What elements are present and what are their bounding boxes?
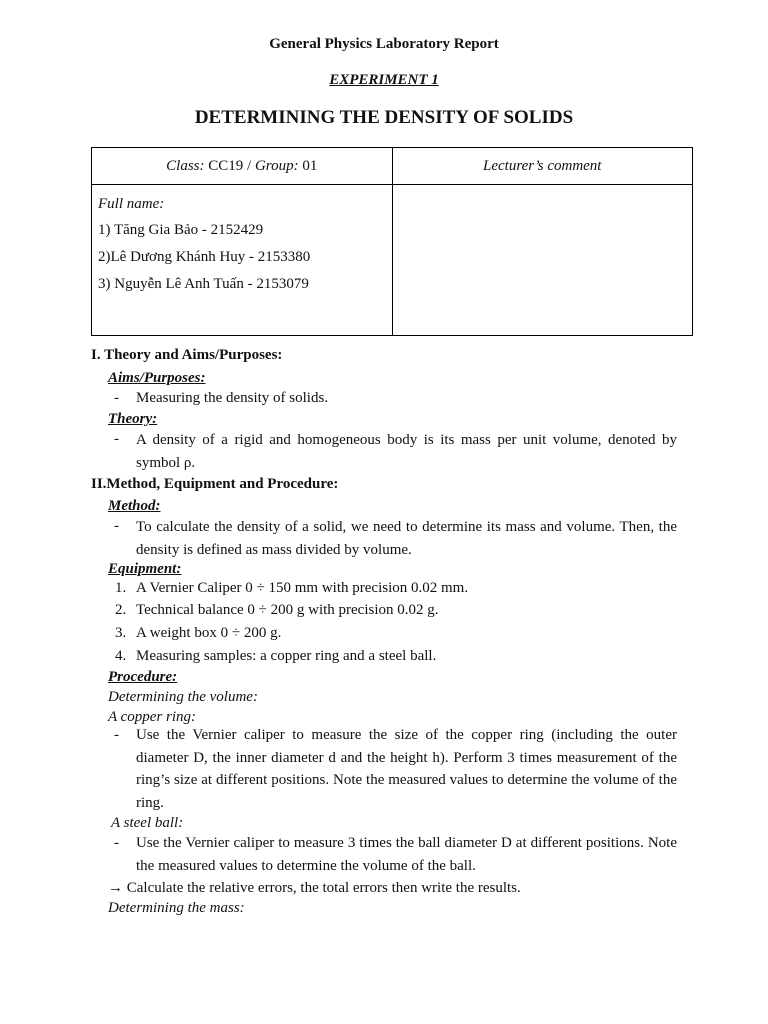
experiment-title: EXPERIMENT 1 xyxy=(329,72,439,88)
bullet-dash: - xyxy=(114,727,119,743)
aims-item: Measuring the density of solids. xyxy=(136,390,329,406)
equipment-item: Technical balance 0 ÷ 200 g with precision 0.02 g. xyxy=(136,602,439,618)
theory-item: A density of a rigid and homogeneous body is its mass per unit volume, denoted by symbol ρ. xyxy=(136,432,677,471)
report-title: General Physics Laboratory Report xyxy=(269,36,499,52)
arrow-note: → Calculate the relative errors, the total errors then write the results. xyxy=(108,880,521,896)
lecturer-comment-header: Lecturer’s comment xyxy=(392,148,693,185)
group-label: Group: xyxy=(254,157,299,174)
volume-label: Determining the volume: xyxy=(108,689,258,705)
info-table xyxy=(91,147,693,336)
member-1: 1) Tăng Gia Bảo - 2152429 xyxy=(98,222,264,238)
equipment-num: 3. xyxy=(115,625,127,641)
equipment-num: 1. xyxy=(115,580,127,596)
procedure-label: Procedure: xyxy=(108,669,178,685)
equipment-item: A weight box 0 ÷ 200 g. xyxy=(136,625,282,641)
steel-ball-item: Use the Vernier caliper to measure 3 times the ball diameter D at different positions. Note the measured values to determine the volume of the ball. xyxy=(136,835,677,874)
bullet-dash: - xyxy=(114,835,119,851)
copper-ring-item: Use the Vernier caliper to measure the size of the copper ring (including the outer diameter D, the inner diameter d and the height h). Perform 3 times measurement of the ring’s size at different positions. Note the measured values to determine the volume of the ring. xyxy=(136,727,677,811)
section-1-heading: I. Theory and Aims/Purposes: xyxy=(91,347,283,363)
aims-label: Aims/Purposes: xyxy=(108,370,206,386)
method-label: Method: xyxy=(108,498,161,514)
section-2-heading: II.Method, Equipment and Procedure: xyxy=(91,476,339,492)
method-item: To calculate the density of a solid, we need to determine its mass and volume. Then, the density is defined as mass divided by volume. xyxy=(136,519,677,558)
copper-ring-label: A copper ring: xyxy=(108,709,197,725)
member-3: 3) Nguyễn Lê Anh Tuấn - 2153079 xyxy=(98,276,309,292)
lecturer-comment-cell xyxy=(392,185,693,336)
equipment-label: Equipment: xyxy=(108,561,182,577)
fullname-label: Full name: xyxy=(98,196,165,212)
equipment-item: Measuring samples: a copper ring and a steel ball. xyxy=(136,648,437,664)
class-label: Class: xyxy=(166,157,205,174)
equipment-item: A Vernier Caliper 0 ÷ 150 mm with precision 0.02 mm. xyxy=(136,580,469,596)
mass-label: Determining the mass: xyxy=(108,900,245,916)
class-value: CC19 xyxy=(208,157,244,174)
members-cell xyxy=(92,185,393,336)
group-value: 01 xyxy=(302,157,318,174)
equipment-num: 4. xyxy=(115,648,127,664)
equipment-num: 2. xyxy=(115,602,127,618)
bullet-dash: - xyxy=(114,390,119,406)
member-2: 2)Lê Dương Khánh Huy - 2153380 xyxy=(98,249,311,265)
bullet-dash: - xyxy=(114,431,119,447)
bullet-dash: - xyxy=(114,518,119,534)
class-group-cell: Class: CC19 / Group: 01 xyxy=(92,148,393,185)
steel-ball-label: A steel ball: xyxy=(111,815,184,831)
theory-label: Theory: xyxy=(108,411,158,427)
main-title: DETERMINING THE DENSITY OF SOLIDS xyxy=(194,107,574,128)
